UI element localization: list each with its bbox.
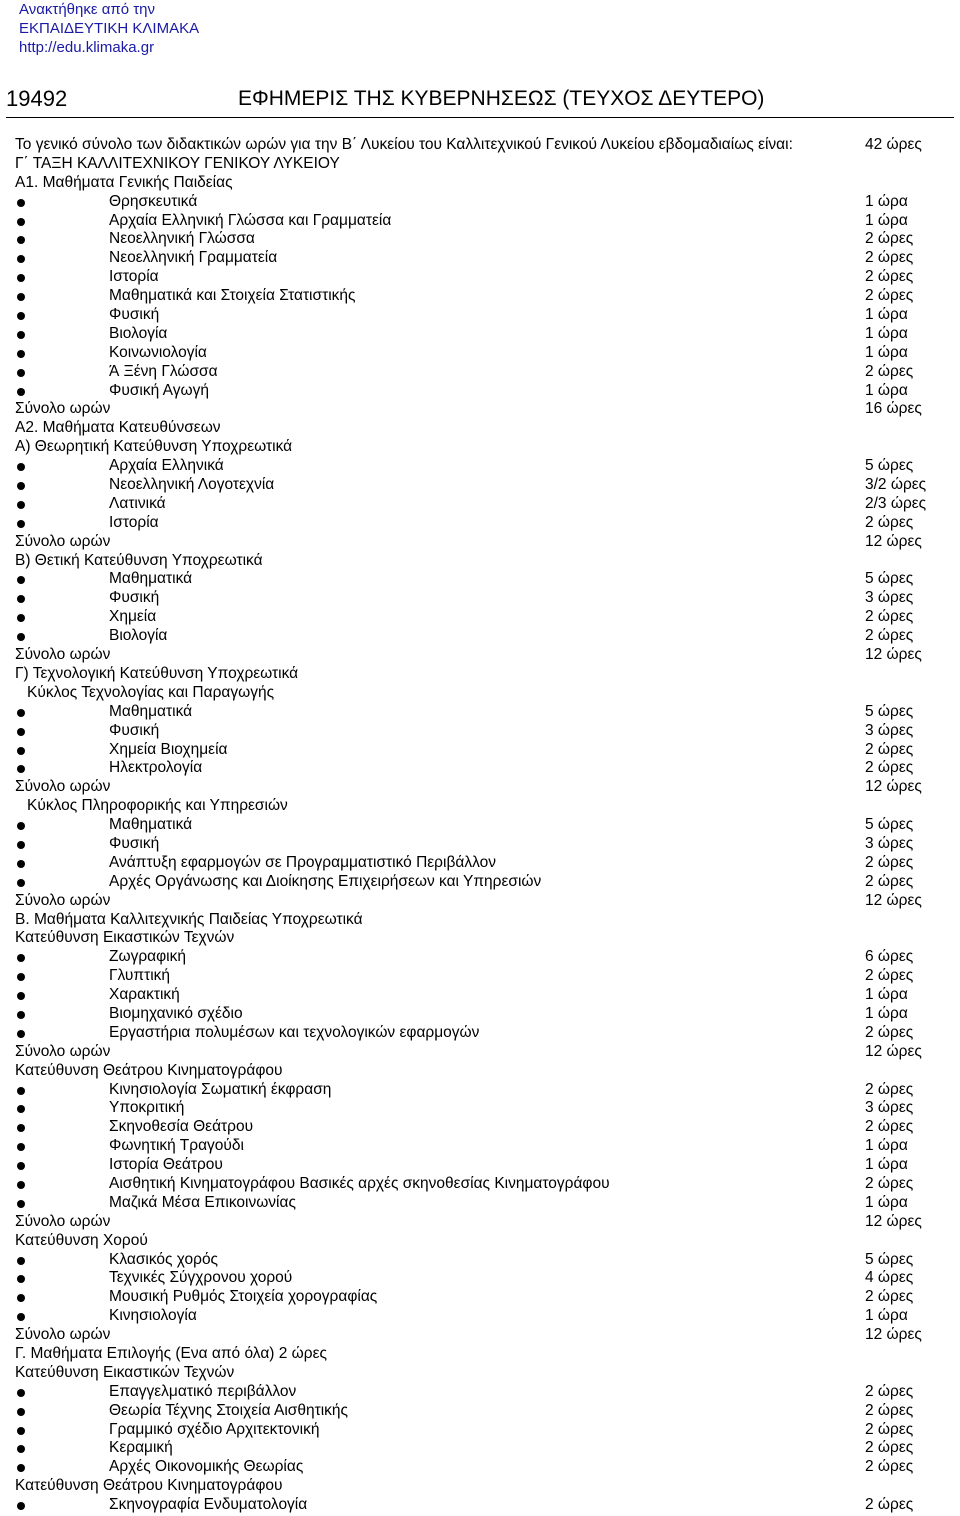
text-line (15, 552, 933, 571)
bullet-icon (17, 1502, 25, 1510)
list-item (15, 1496, 933, 1515)
line-text: Ανάπτυξη εφαρμογών σε Προγραμματιστικό Περιβάλλον (109, 853, 496, 871)
line-text: Νεοελληνική Γλώσσα (109, 230, 255, 248)
bullet-icon (17, 633, 25, 641)
list-item (15, 1439, 933, 1458)
line-text: Βιολογία (109, 324, 168, 342)
hours-value: 1 ώρα (865, 343, 908, 361)
line-text: Βιολογία (109, 627, 168, 645)
bullet-icon (17, 973, 25, 981)
bullet-icon (17, 501, 25, 509)
list-item (15, 1383, 933, 1402)
line-text: Νεοελληνική Λογοτεχνία (109, 476, 275, 494)
line-text: Αρχαία Ελληνικά (109, 457, 224, 475)
list-item (15, 967, 933, 986)
hours-value: 1 ώρα (865, 324, 908, 342)
hours-value: 2 ώρες (865, 1080, 914, 1098)
line-text: Γλυπτική (109, 967, 171, 985)
line-text: Κινησιολογία Σωματική έκφραση (109, 1080, 332, 1098)
list-item (15, 741, 933, 760)
list-item (15, 1269, 933, 1288)
hours-value: 1 ώρα (865, 1156, 908, 1174)
hours-value: 4 ώρες (865, 1269, 914, 1287)
list-item (15, 495, 933, 514)
bullet-icon (17, 822, 25, 830)
line-text: Ιστορία Θεάτρου (109, 1156, 223, 1174)
bullet-icon (17, 520, 25, 528)
line-text: Μαθηματικά και Στοιχεία Στατιστικής (109, 287, 356, 305)
list-item (15, 1005, 933, 1024)
list-item (15, 1251, 933, 1270)
line-text: Γ) Τεχνολογική Κατεύθυνση Υποχρεωτικά (15, 664, 299, 682)
line-text: Μαζικά Μέσα Επικοινωνίας (109, 1193, 296, 1211)
text-line (15, 665, 933, 684)
bullet-icon (17, 954, 25, 962)
line-text: Ιστορία (109, 268, 159, 286)
list-item (15, 457, 933, 476)
line-text: Σύνολο ωρών (15, 891, 111, 909)
source-link[interactable]: http://edu.klimaka.gr (19, 39, 155, 56)
hours-value: 12 ώρες (865, 891, 922, 909)
text-line (15, 1326, 933, 1345)
line-text: Φωνητική Τραγούδι (109, 1137, 244, 1155)
list-item (15, 476, 933, 495)
bullet-icon (17, 293, 25, 301)
list-item (15, 986, 933, 1005)
line-text: Α1. Μαθήματα Γενικής Παιδείας (15, 173, 233, 191)
hours-value: 5 ώρες (865, 570, 914, 588)
line-text: Γ. Μαθήματα Επιλογής (Ενα από όλα) 2 ώρες (15, 1345, 327, 1362)
text-line (15, 646, 933, 665)
text-line (15, 929, 933, 948)
hours-value: 1 ώρα (865, 1137, 908, 1155)
hours-value: 12 ώρες (865, 532, 922, 550)
bullet-icon (17, 1124, 25, 1132)
line-text: Χημεία Βιοχημεία (109, 740, 228, 758)
line-text: Μαθηματικά (109, 816, 193, 834)
hours-value: 12 ώρες (865, 1212, 922, 1230)
bullet-icon (17, 463, 25, 471)
hours-value: 2 ώρες (865, 1118, 914, 1136)
hours-value: 12 ώρες (865, 778, 922, 796)
bullet-icon (17, 1030, 25, 1038)
line-text: Σύνολο ωρών (15, 1326, 111, 1344)
line-text: Κλασικός χορός (109, 1250, 219, 1268)
text-line (15, 1062, 933, 1081)
text-line (15, 400, 933, 419)
line-text: Ηλεκτρολογία (109, 759, 203, 777)
hours-value: 5 ώρες (865, 457, 914, 475)
list-item (15, 1194, 933, 1213)
source-line-2: ΕΚΠΑΙΔΕΥΤΙΚΗ ΚΛΙΜΑΚΑ (19, 20, 200, 37)
line-text: Θεωρία Τέχνης Στοιχεία Αισθητικής (109, 1401, 348, 1419)
line-text: Αρχαία Ελληνική Γλώσσα και Γραμματεία (109, 211, 392, 229)
hours-value: 1 ώρα (865, 381, 908, 399)
text-line (15, 533, 933, 552)
line-text: Κατεύθυνση Χορού (15, 1231, 148, 1249)
hours-value: 2 ώρες (865, 362, 914, 380)
bullet-icon (17, 1200, 25, 1208)
bullet-icon (17, 595, 25, 603)
list-item (15, 873, 933, 892)
bullet-icon (17, 331, 25, 339)
text-line (15, 684, 933, 703)
list-item (15, 759, 933, 778)
hours-value: 1 ώρα (865, 1307, 908, 1325)
line-text: Μαθηματικά (109, 702, 193, 720)
bullet-icon (17, 860, 25, 868)
bullet-icon (17, 1389, 25, 1397)
bullet-icon (17, 236, 25, 244)
bullet-icon (17, 369, 25, 377)
hours-value: 2 ώρες (865, 1420, 914, 1438)
line-text: Β. Μαθήματα Καλλιτεχνικής Παιδείας Υποχρεωτικά (15, 910, 363, 928)
line-text: Κινησιολογία (109, 1307, 197, 1325)
line-text: Επαγγελματικό περιβάλλον (109, 1382, 297, 1400)
line-text: Κατεύθυνση Θεάτρου Κινηματογράφου (15, 1477, 283, 1495)
hours-value: 2 ώρες (865, 853, 914, 871)
list-item (15, 570, 933, 589)
line-text: Λατινικά (109, 494, 166, 512)
hours-value: 2 ώρες (865, 967, 914, 985)
list-item (15, 249, 933, 268)
text-line (15, 1477, 933, 1496)
page-number: 19492 (6, 86, 68, 111)
hours-value: 2 ώρες (865, 249, 914, 267)
bullet-icon (17, 1257, 25, 1265)
hours-value: 2 ώρες (865, 513, 914, 531)
list-item (15, 1081, 933, 1100)
list-item (15, 325, 933, 344)
text-line (15, 911, 933, 930)
header-divider (6, 117, 954, 118)
list-item (15, 1024, 933, 1043)
hours-value: 2 ώρες (865, 1023, 914, 1041)
line-text: Α) Θεωρητική Κατεύθυνση Υποχρεωτικά (15, 438, 293, 456)
bullet-icon (17, 1105, 25, 1113)
hours-value: 12 ώρες (865, 646, 922, 664)
list-item (15, 1137, 933, 1156)
bullet-icon (17, 482, 25, 490)
bullet-icon (17, 350, 25, 358)
list-item (15, 1288, 933, 1307)
line-text: Χαρακτική (109, 986, 180, 1004)
bullet-icon (17, 1445, 25, 1453)
line-text: Σύνολο ωρών (15, 532, 111, 550)
hours-value: 2 ώρες (865, 740, 914, 758)
hours-value: 1 ώρα (865, 211, 908, 229)
line-text: Σύνολο ωρών (15, 400, 111, 418)
line-text: Νεοελληνική Γραμματεία (109, 249, 278, 267)
line-text: Μαθηματικά (109, 570, 193, 588)
list-item (15, 854, 933, 873)
line-text: Κοινωνιολογία (109, 343, 207, 361)
hours-value: 3 ώρες (865, 589, 914, 607)
hours-value: 2 ώρες (865, 287, 914, 305)
list-item (15, 703, 933, 722)
bullet-icon (17, 1408, 25, 1416)
line-text: Εργαστήρια πολυμέσων και τεχνολογικών εφαρμογών (109, 1023, 480, 1041)
line-text: Το γενικό σύνολο των διδακτικών ωρών για την Β΄ Λυκείου του Καλλιτεχνικού Γενικού Λυκείου εβδομαδιαίως είναι: (15, 136, 793, 153)
line-text: Κατεύθυνση Θεάτρου Κινηματογράφου (15, 1061, 283, 1079)
page-header (6, 85, 954, 113)
text-line (15, 419, 933, 438)
bullet-icon (17, 1162, 25, 1170)
text-line (15, 892, 933, 911)
list-item (15, 1458, 933, 1477)
hours-value: 12 ώρες (865, 1326, 922, 1344)
line-text: Σύνολο ωρών (15, 1212, 111, 1230)
bullet-icon (17, 879, 25, 887)
line-text: Γ΄ ΤΑΞΗ ΚΑΛΛΙΤΕΧΝΙΚΟΥ ΓΕΝΙΚΟΥ ΛΥΚΕΙΟΥ (15, 154, 340, 172)
text-line (15, 778, 933, 797)
source-line-1: Ανακτήθηκε από την (19, 1, 156, 18)
hours-value: 2 ώρες (865, 608, 914, 626)
line-text: Φυσική (109, 306, 160, 324)
bullet-icon (17, 1181, 25, 1189)
bullet-icon (17, 388, 25, 396)
text-line (15, 1043, 933, 1062)
list-item (15, 722, 933, 741)
hours-value: 2 ώρες (865, 872, 914, 890)
source-watermark (19, 0, 199, 57)
list-item (15, 1099, 933, 1118)
list-item (15, 1175, 933, 1194)
hours-value: 42 ώρες (865, 136, 922, 153)
line-text: Μουσική Ρυθμός Στοιχεία χορογραφίας (109, 1288, 378, 1306)
list-item (15, 306, 933, 325)
line-text: Αρχές Οργάνωσης και Διοίκησης Επιχειρήσεων και Υπηρεσιών (109, 872, 542, 890)
list-item (15, 344, 933, 363)
bullet-icon (17, 1143, 25, 1151)
bullet-icon (17, 312, 25, 320)
line-text: Υποκριτική (109, 1099, 185, 1117)
line-text: Τεχνικές Σύγχρονου χορού (109, 1269, 293, 1287)
text-line (15, 155, 933, 174)
line-text: Φυσική (109, 589, 160, 607)
line-text: Σύνολο ωρών (15, 778, 111, 796)
list-item (15, 1307, 933, 1326)
line-text: Ιστορία (109, 513, 159, 531)
hours-value: 1 ώρα (865, 1004, 908, 1022)
list-item (15, 212, 933, 231)
line-text: Ά Ξένη Γλώσσα (109, 362, 218, 380)
hours-value: 5 ώρες (865, 816, 914, 834)
list-item (15, 1402, 933, 1421)
text-line (15, 136, 933, 155)
bullet-icon (17, 614, 25, 622)
bullet-icon (17, 255, 25, 263)
line-text: Χημεία (109, 608, 157, 626)
hours-value: 6 ώρες (865, 948, 914, 966)
line-text: Κύκλος Τεχνολογίας και Παραγωγής (27, 683, 275, 701)
hours-value: 3/2 ώρες (865, 476, 927, 494)
list-item (15, 589, 933, 608)
hours-value: 2 ώρες (865, 759, 914, 777)
line-text: Βιομηχανικό σχέδιο (109, 1004, 243, 1022)
text-line (15, 797, 933, 816)
list-item (15, 1118, 933, 1137)
bullet-icon (17, 274, 25, 282)
hours-value: 2 ώρες (865, 1401, 914, 1419)
bullet-icon (17, 841, 25, 849)
hours-value: 3 ώρες (865, 834, 914, 852)
bullet-icon (17, 992, 25, 1000)
hours-value: 2 ώρες (865, 627, 914, 645)
line-text: Σύνολο ωρών (15, 646, 111, 664)
hours-value: 1 ώρα (865, 1193, 908, 1211)
line-text: Αισθητική Κινηματογράφου Βασικές αρχές σκηνοθεσίας Κινηματογράφου (109, 1174, 610, 1192)
bullet-icon (17, 1011, 25, 1019)
list-item (15, 514, 933, 533)
bullet-icon (17, 1275, 25, 1283)
bullet-icon (17, 1087, 25, 1095)
text-line (15, 1345, 933, 1364)
line-text: Β) Θετική Κατεύθυνση Υποχρεωτικά (15, 551, 263, 569)
hours-value: 2 ώρες (865, 1382, 914, 1400)
list-item (15, 835, 933, 854)
text-line (15, 1213, 933, 1232)
hours-value: 2 ώρες (865, 1439, 914, 1457)
list-item (15, 363, 933, 382)
list-item (15, 816, 933, 835)
list-item (15, 1156, 933, 1175)
bullet-icon (17, 1294, 25, 1302)
list-item (15, 287, 933, 306)
hours-value: 2 ώρες (865, 1174, 914, 1192)
line-text: Κύκλος Πληροφορικής και Υπηρεσιών (27, 797, 288, 815)
line-text: Α2. Μαθήματα Κατευθύνσεων (15, 419, 221, 437)
bullet-icon (17, 218, 25, 226)
hours-value: 1 ώρα (865, 192, 908, 210)
hours-value: 2 ώρες (865, 230, 914, 248)
line-text: Σκηνογραφία Ενδυματολογία (109, 1496, 308, 1514)
line-text: Κατεύθυνση Εικαστικών Τεχνών (15, 1363, 235, 1381)
bullet-icon (17, 199, 25, 207)
line-text: Σύνολο ωρών (15, 1042, 111, 1060)
bullet-icon (17, 709, 25, 717)
list-item (15, 1421, 933, 1440)
hours-value: 2 ώρες (865, 1496, 914, 1514)
list-item (15, 627, 933, 646)
text-line (15, 1232, 933, 1251)
hours-value: 1 ώρα (865, 306, 908, 324)
hours-value: 5 ώρες (865, 1250, 914, 1268)
hours-value: 2 ώρες (865, 1458, 914, 1476)
bullet-icon (17, 1464, 25, 1472)
line-text: Κατεύθυνση Εικαστικών Τεχνών (15, 929, 235, 947)
list-item (15, 268, 933, 287)
hours-value: 2 ώρες (865, 268, 914, 286)
list-item (15, 608, 933, 627)
line-text: Αρχές Οικονομικής Θεωρίας (109, 1458, 304, 1476)
list-item (15, 230, 933, 249)
line-text: Σκηνοθεσία Θεάτρου (109, 1118, 254, 1136)
text-line (15, 174, 933, 193)
list-item (15, 193, 933, 212)
hours-value: 12 ώρες (865, 1042, 922, 1060)
line-text: Φυσική Αγωγή (109, 381, 209, 399)
list-item (15, 948, 933, 967)
bullet-icon (17, 747, 25, 755)
curriculum-list (15, 136, 933, 1515)
journal-title: ΕΦΗΜΕΡΙΣ ΤΗΣ ΚΥΒΕΡΝΗΣΕΩΣ (ΤΕΥΧΟΣ ΔΕΥΤΕΡΟ) (238, 87, 765, 110)
line-text: Κεραμική (109, 1439, 173, 1457)
line-text: Φυσική (109, 721, 160, 739)
bullet-icon (17, 1427, 25, 1435)
bullet-icon (17, 728, 25, 736)
line-text: Φυσική (109, 834, 160, 852)
hours-value: 2 ώρες (865, 1288, 914, 1306)
line-text: Ζωγραφική (109, 948, 186, 966)
text-line (15, 1364, 933, 1383)
line-text: Γραμμικό σχέδιο Αρχιτεκτονική (109, 1420, 320, 1438)
text-line (15, 438, 933, 457)
hours-value: 3 ώρες (865, 1099, 914, 1117)
bullet-icon (17, 765, 25, 773)
bullet-icon (17, 1313, 25, 1321)
bullet-icon (17, 576, 25, 584)
hours-value: 2/3 ώρες (865, 494, 927, 512)
hours-value: 1 ώρα (865, 986, 908, 1004)
hours-value: 3 ώρες (865, 721, 914, 739)
list-item (15, 382, 933, 401)
hours-value: 5 ώρες (865, 702, 914, 720)
hours-value: 16 ώρες (865, 400, 922, 418)
line-text: Θρησκευτικά (109, 192, 198, 210)
